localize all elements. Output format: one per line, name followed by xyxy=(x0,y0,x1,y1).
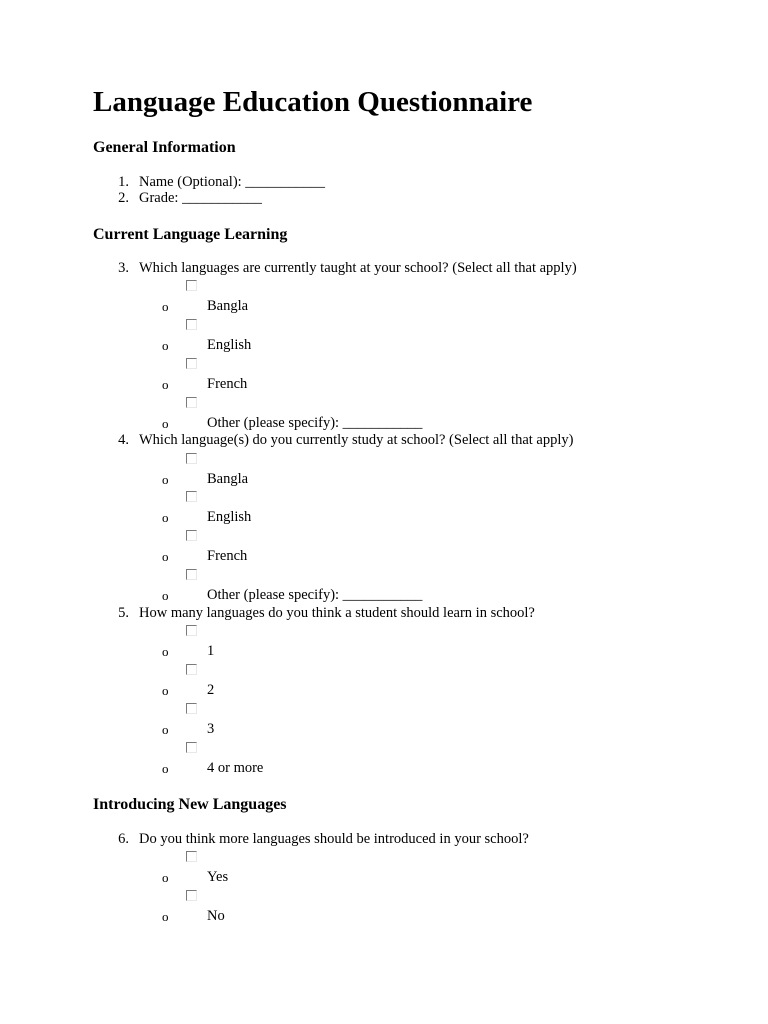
question-number: 6. xyxy=(118,831,129,847)
question-text: Which language(s) do you currently study at school? (Select all that apply) xyxy=(139,432,574,448)
option-label: Bangla xyxy=(207,298,249,314)
option-label: Bangla xyxy=(207,471,249,487)
bullet-icon: o xyxy=(162,549,169,564)
checkbox-q4-english[interactable] xyxy=(186,491,197,502)
bullet-icon: o xyxy=(162,761,169,776)
question-number: 4. xyxy=(118,432,129,448)
checkbox-q3-english[interactable] xyxy=(186,319,197,330)
bullet-icon: o xyxy=(162,683,169,698)
question-number: 3. xyxy=(118,260,129,276)
option-label: Yes xyxy=(207,869,229,885)
option-label: Other (please specify): ___________ xyxy=(207,587,423,603)
bullet-icon: o xyxy=(162,472,169,487)
option-label: 3 xyxy=(207,721,215,737)
bullet-icon: o xyxy=(162,510,169,525)
section-heading-introducing-new-languages: Introducing New Languages xyxy=(93,796,287,813)
question-number: 5. xyxy=(118,605,129,621)
section-heading-general-information: General Information xyxy=(93,139,236,156)
question-text: How many languages do you think a student should learn in school? xyxy=(139,605,535,621)
question-text: Grade: ___________ xyxy=(139,190,262,206)
checkbox-q5-2[interactable] xyxy=(186,664,197,675)
bullet-icon: o xyxy=(162,338,169,353)
checkbox-q5-3[interactable] xyxy=(186,703,197,714)
question-text: Name (Optional): ___________ xyxy=(139,174,326,190)
checkbox-q3-bangla[interactable] xyxy=(186,280,197,291)
checkbox-q6-yes[interactable] xyxy=(186,851,197,862)
option-label: No xyxy=(207,908,225,924)
question-number: 1. xyxy=(118,174,129,190)
bullet-icon: o xyxy=(162,870,169,885)
checkbox-q5-4-or-more[interactable] xyxy=(186,742,197,753)
bullet-icon: o xyxy=(162,722,169,737)
bullet-icon: o xyxy=(162,416,169,431)
checkbox-q4-other[interactable] xyxy=(186,569,197,580)
question-text: Do you think more languages should be introduced in your school? xyxy=(139,831,529,847)
option-label: English xyxy=(207,337,252,353)
option-label: 2 xyxy=(207,682,215,698)
option-label: 4 or more xyxy=(207,760,264,776)
checkbox-q6-no[interactable] xyxy=(186,890,197,901)
option-label: Other (please specify): ___________ xyxy=(207,415,423,431)
bullet-icon: o xyxy=(162,377,169,392)
option-label: 1 xyxy=(207,643,215,659)
checkbox-q3-french[interactable] xyxy=(186,358,197,369)
checkbox-q5-1[interactable] xyxy=(186,625,197,636)
bullet-icon: o xyxy=(162,909,169,924)
checkbox-q4-bangla[interactable] xyxy=(186,453,197,464)
checkbox-q3-other[interactable] xyxy=(186,397,197,408)
option-label: French xyxy=(207,548,248,564)
page-title: Language Education Questionnaire xyxy=(93,86,533,118)
bullet-icon: o xyxy=(162,588,169,603)
section-heading-current-language-learning: Current Language Learning xyxy=(93,226,288,243)
option-label: English xyxy=(207,509,252,525)
bullet-icon: o xyxy=(162,299,169,314)
bullet-icon: o xyxy=(162,644,169,659)
question-number: 2. xyxy=(118,190,129,206)
checkbox-q4-french[interactable] xyxy=(186,530,197,541)
option-label: French xyxy=(207,376,248,392)
question-text: Which languages are currently taught at your school? (Select all that apply) xyxy=(139,260,577,276)
